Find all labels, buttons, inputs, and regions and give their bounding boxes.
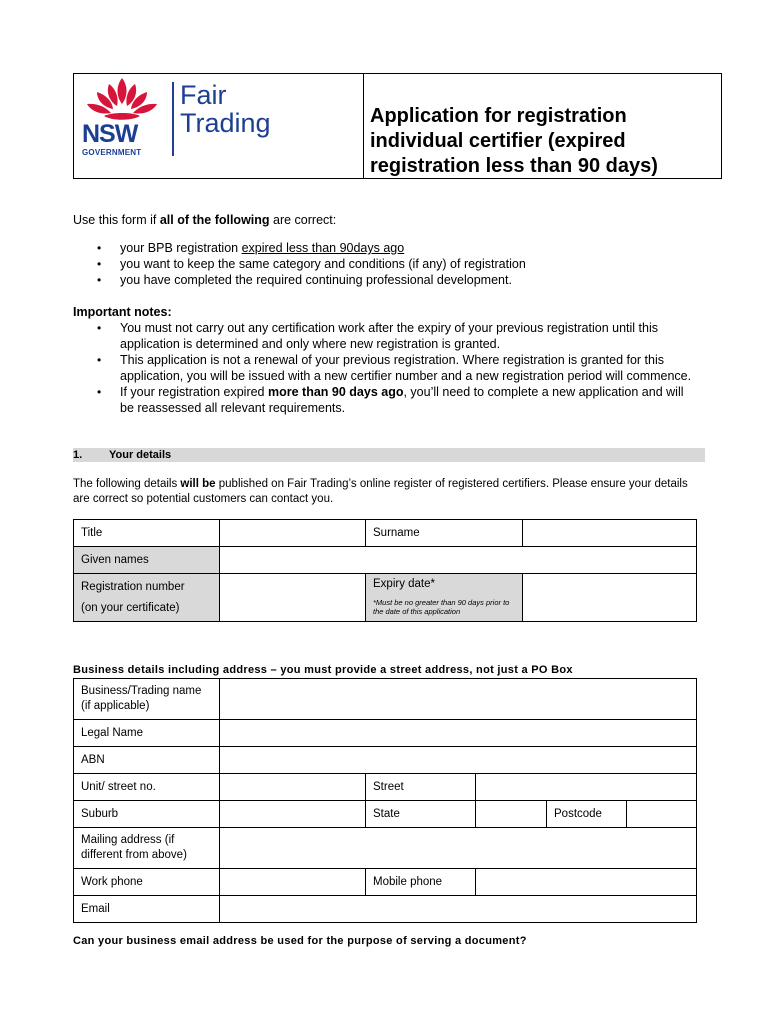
intro-text	[73, 212, 336, 228]
state-field[interactable]	[476, 801, 547, 828]
notes-heading: Important notes:	[73, 305, 172, 319]
postcode-label: Postcode	[547, 801, 627, 828]
intro-bold: all of the following	[159, 213, 270, 227]
work-phone-field[interactable]	[220, 869, 366, 896]
given-names-field[interactable]	[220, 547, 697, 574]
surname-label: Surname	[366, 520, 523, 547]
street-field[interactable]	[476, 774, 697, 801]
abn-field[interactable]	[220, 747, 697, 774]
list-item: • you want to keep the same category and conditions (if any) of registration	[94, 256, 526, 272]
registration-number-field[interactable]	[220, 574, 366, 622]
email-field[interactable]	[220, 896, 697, 923]
legal-name-field[interactable]	[220, 720, 697, 747]
list-item: • your BPB registration expired less than 90days ago	[94, 240, 526, 256]
legal-name-label: Legal Name	[74, 720, 220, 747]
given-names-label: Given names	[74, 547, 220, 574]
form-header	[73, 73, 722, 179]
intro-post: are correct:	[269, 213, 337, 227]
waratah-logo-icon	[82, 76, 162, 122]
email-question: Can your business email address be used for the purpose of serving a document?	[73, 935, 527, 947]
details-table	[73, 519, 697, 622]
intro-pre: Use this form if	[73, 213, 160, 227]
mailing-address-label: Mailing address (if different from above)	[74, 828, 220, 869]
unit-field[interactable]	[220, 774, 366, 801]
business-heading: Business details including address – you must provide a street address, not just a PO Box	[73, 664, 573, 676]
list-item: • you have completed the required continuing professional development.	[94, 272, 526, 288]
section-title: Your details	[109, 449, 172, 461]
logo-area	[74, 74, 364, 178]
government-wordmark: GOVERNMENT	[82, 148, 142, 157]
suburb-field[interactable]	[220, 801, 366, 828]
surname-field[interactable]	[523, 520, 697, 547]
trading-name-field[interactable]	[220, 679, 697, 720]
title-label: Title	[74, 520, 220, 547]
registration-number-label: Registration number (on your certificate)	[74, 574, 220, 622]
trading-wordmark: Trading	[180, 108, 271, 138]
postcode-field[interactable]	[627, 801, 697, 828]
mailing-address-field[interactable]	[220, 828, 697, 869]
form-title: Application for registration individual certifier (expired registration less than 90 days)	[370, 105, 658, 177]
business-table	[73, 678, 697, 923]
mobile-phone-label: Mobile phone	[366, 869, 476, 896]
expiry-date-label: Expiry date* *Must be no greater than 90 days prior to the date of this application	[366, 574, 523, 622]
notes-bullets	[94, 320, 694, 416]
email-label: Email	[74, 896, 220, 923]
street-label: Street	[366, 774, 476, 801]
section-description: The following details will be published on Fair Trading’s online register of registered certifiers. Please ensure your details are correct so potential customers can contact you.	[73, 478, 688, 505]
unit-label: Unit/ street no.	[74, 774, 220, 801]
expiry-date-field[interactable]	[523, 574, 697, 622]
title-field[interactable]	[220, 520, 366, 547]
intro-bullets	[94, 240, 526, 288]
section-number: 1.	[73, 449, 83, 461]
list-item: • This application is not a renewal of your previous registration. Where registration is granted for this application, you will be issued with a new certifier number and a new registration period will commence.	[94, 352, 694, 384]
trading-name-label: Business/Trading name (if applicable)	[74, 679, 220, 720]
nsw-wordmark: NSW	[82, 120, 138, 148]
mobile-phone-field[interactable]	[476, 869, 697, 896]
fair-wordmark: Fair	[180, 80, 227, 110]
list-item: • You must not carry out any certification work after the expiry of your previous registration until this application is determined and only where new registration is granted.	[94, 320, 694, 352]
section-heading	[73, 448, 705, 462]
abn-label: ABN	[74, 747, 220, 774]
list-item: • If your registration expired more than 90 days ago, you’ll need to complete a new application and will be reassessed all relevant requirements.	[94, 384, 694, 416]
suburb-label: Suburb	[74, 801, 220, 828]
work-phone-label: Work phone	[74, 869, 220, 896]
state-label: State	[366, 801, 476, 828]
brand-divider	[172, 82, 174, 156]
